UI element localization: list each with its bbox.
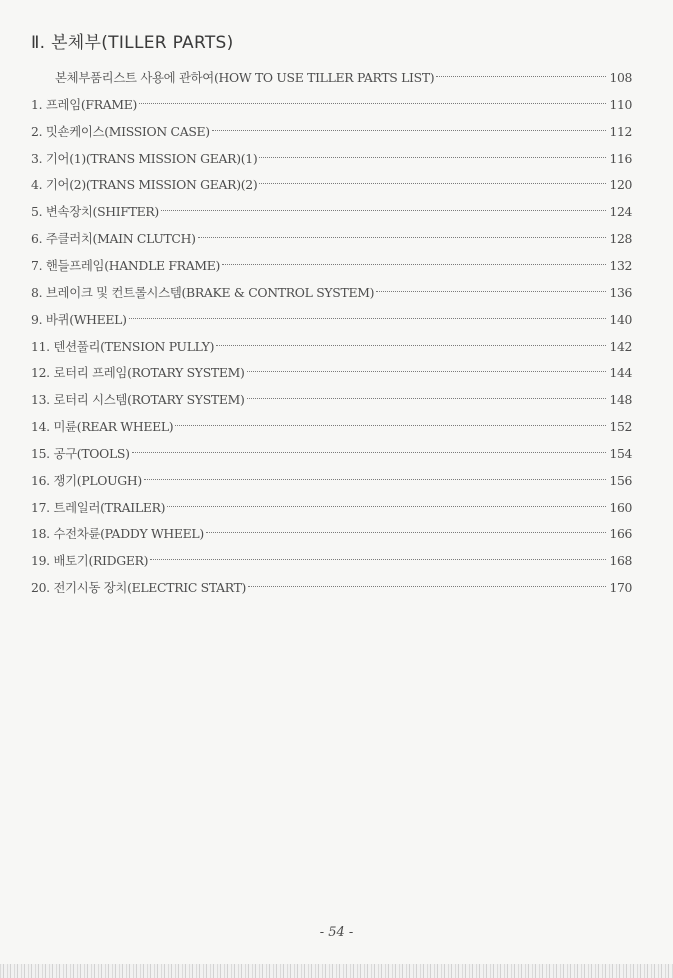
dot-leader	[139, 91, 606, 109]
dot-leader	[376, 279, 605, 297]
toc-entry	[31, 118, 632, 139]
toc-entry-page: 160	[609, 499, 632, 515]
toc-entry-label: 17. 트레일러(TRAILER)	[31, 499, 166, 515]
toc-entry-page: 116	[609, 150, 632, 166]
toc-entry	[31, 225, 632, 247]
toc-entry-intro	[55, 64, 632, 85]
toc-entry-label: 15. 공구(TOOLS)	[31, 445, 130, 461]
toc-entry-label: 13. 로터리 시스템(ROTARY SYSTEM)	[31, 392, 245, 408]
dot-leader	[222, 252, 606, 270]
dot-leader	[247, 359, 606, 377]
toc-entry	[31, 279, 632, 300]
toc-entry-page: 144	[609, 365, 632, 381]
toc-entry-page: 152	[609, 419, 632, 435]
toc-entry-label: 18. 수전차륜(PADDY WHEEL)	[31, 526, 204, 542]
dot-leader	[161, 198, 606, 216]
toc-entry-page: 170	[609, 580, 632, 596]
toc-entry	[31, 91, 632, 112]
dot-leader	[436, 64, 605, 82]
toc-entry-label: 6. 주클러치(MAIN CLUTCH)	[31, 231, 196, 247]
scan-edge-strip	[0, 964, 673, 978]
toc-entry	[31, 467, 632, 488]
toc-entry-page: 140	[609, 311, 632, 327]
toc-entry-page: 166	[609, 526, 632, 542]
toc-entry-label: 2. 밋숀케이스(MISSION CASE)	[31, 123, 210, 139]
toc-entry-label: 9. 바퀴(WHEEL)	[31, 311, 127, 327]
toc-entry-label: 20. 전기시동 장치(ELECTRIC START)	[31, 580, 247, 596]
toc-entry	[31, 547, 632, 569]
toc-entry-page: 110	[609, 96, 632, 112]
toc-entry-label: 19. 배토기(RIDGER)	[31, 553, 149, 569]
dot-leader	[212, 118, 606, 136]
toc-entry-page: 120	[609, 177, 632, 193]
toc-entry	[31, 306, 632, 327]
toc-entry	[31, 252, 632, 273]
dot-leader	[167, 494, 605, 512]
toc-entry-label: 14. 미륜(REAR WHEEL)	[31, 419, 174, 435]
toc-entry-page: 112	[609, 123, 632, 139]
dot-leader	[150, 547, 605, 565]
toc-entry-label: 1. 프레임(FRAME)	[31, 96, 138, 112]
toc-entry	[31, 574, 632, 596]
toc-entry-page: 168	[609, 553, 632, 569]
toc-entry-label: 5. 변속장치(SHIFTER)	[31, 204, 159, 220]
toc-entry	[31, 198, 632, 220]
toc-entry-page: 156	[609, 472, 632, 488]
toc-entry-page: 132	[609, 257, 632, 273]
dot-leader	[144, 467, 606, 485]
page-title: Ⅱ. 본체부(TILLER PARTS)	[31, 33, 234, 53]
toc-entry	[31, 413, 632, 435]
toc-entry-label: 8. 브레이크 및 컨트롤시스템(BRAKE & CONTROL SYSTEM)	[31, 284, 375, 300]
toc-entry-page: 142	[609, 338, 632, 354]
dot-leader	[132, 440, 606, 458]
dot-leader	[198, 225, 606, 243]
toc-entry	[31, 440, 632, 461]
toc-entry-label: 3. 기어(1)(TRANS MISSION GEAR)(1)	[31, 150, 258, 166]
toc-entry	[31, 171, 632, 193]
toc-entry	[31, 145, 632, 166]
toc-entry-page: 124	[609, 204, 632, 220]
toc-entry	[31, 333, 632, 354]
toc-entry	[31, 494, 632, 515]
toc-entry	[31, 386, 632, 408]
dot-leader	[206, 520, 606, 538]
toc-entry-label: 16. 쟁기(PLOUGH)	[31, 472, 142, 488]
toc-entry-label: 4. 기어(2)(TRANS MISSION GEAR)(2)	[31, 177, 258, 193]
toc-entry-page: 136	[609, 284, 632, 300]
toc-entry-label: 본체부품리스트 사용에 관하여(HOW TO USE TILLER PARTS LIST)	[55, 70, 435, 85]
toc-entry	[31, 520, 632, 542]
toc-entry-page: 148	[609, 392, 632, 408]
toc-entry-page: 154	[609, 445, 632, 461]
toc-entry-label: 11. 텐션풀리(TENSION PULLY)	[31, 338, 215, 354]
toc-entry-page: 108	[609, 70, 632, 85]
toc-entry-label: 12. 로터리 프레임(ROTARY SYSTEM)	[31, 365, 245, 381]
dot-leader	[216, 333, 605, 351]
dot-leader	[259, 145, 605, 163]
dot-leader	[175, 413, 605, 431]
toc-entry-page: 128	[609, 231, 632, 247]
dot-leader	[247, 386, 606, 404]
page-number: - 54 -	[319, 925, 354, 940]
toc-entry-label: 7. 핸들프레임(HANDLE FRAME)	[31, 257, 221, 273]
toc-entry	[31, 359, 632, 381]
dot-leader	[259, 171, 605, 189]
dot-leader	[129, 306, 606, 324]
dot-leader	[248, 574, 605, 592]
